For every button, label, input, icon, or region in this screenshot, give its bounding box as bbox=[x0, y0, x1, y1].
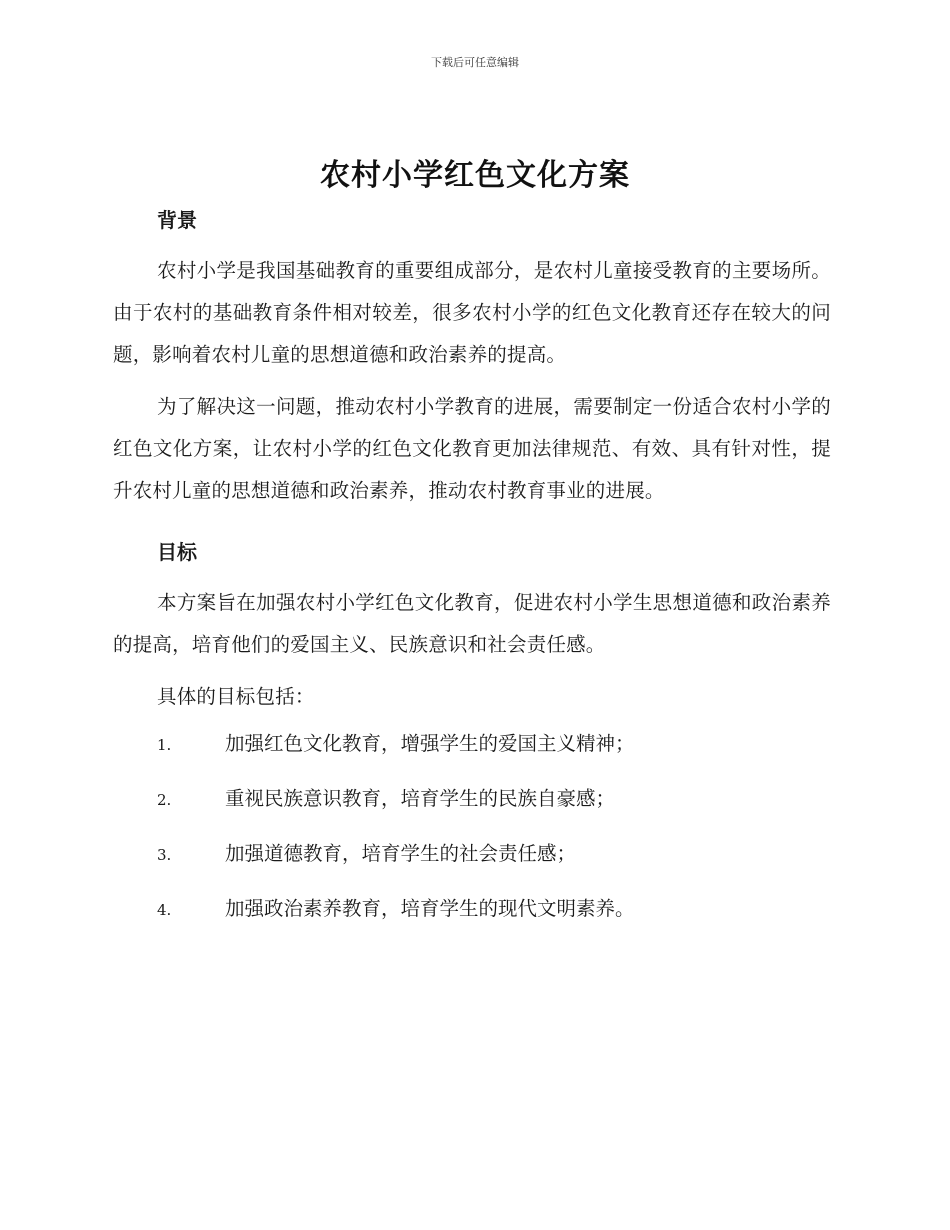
paragraph: 为了解决这一问题，推动农村小学教育的进展，需要制定一份适合农村小学的红色文化方案，让农村小学的红色文化教育更加法律规范、有效、具有针对性，提升农村儿童的思想道德和政治素养，推动农村教育事业的进展。 bbox=[113, 395, 831, 502]
document-title: 农村小学红色文化方案 bbox=[320, 158, 630, 193]
goal-list bbox=[113, 728, 831, 948]
document-body bbox=[113, 200, 831, 948]
paragraph: 具体的目标包括： bbox=[157, 685, 315, 708]
list-item bbox=[113, 728, 831, 783]
list-item bbox=[113, 893, 831, 948]
list-item-number: 3. bbox=[157, 846, 172, 864]
list-item-text: 重视民族意识教育，培育学生的民族自豪感； bbox=[225, 787, 616, 810]
section-heading-goals: 目标 bbox=[157, 540, 197, 564]
list-item-number: 1. bbox=[157, 736, 172, 754]
list-item-text: 加强道德教育，培育学生的社会责任感； bbox=[225, 842, 577, 865]
list-item-number: 4. bbox=[157, 901, 172, 919]
section-heading-background: 背景 bbox=[157, 208, 197, 232]
list-item bbox=[113, 838, 831, 893]
list-item-text: 加强政治素养教育，培育学生的现代文明素养。 bbox=[225, 897, 635, 920]
paragraph: 农村小学是我国基础教育的重要组成部分，是农村儿童接受教育的主要场所。由于农村的基础教育条件相对较差，很多农村小学的红色文化教育还存在较大的问题，影响着农村儿童的思想道德和政治素养的提高。 bbox=[113, 259, 831, 366]
list-item-text: 加强红色文化教育，增强学生的爱国主义精神； bbox=[225, 732, 635, 755]
list-item bbox=[113, 783, 831, 838]
header-note: 下载后可任意编辑 bbox=[431, 56, 519, 69]
list-item-number: 2. bbox=[157, 791, 172, 809]
paragraph: 本方案旨在加强农村小学红色文化教育，促进农村小学生思想道德和政治素养的提高，培育他们的爱国主义、民族意识和社会责任感。 bbox=[113, 591, 831, 656]
